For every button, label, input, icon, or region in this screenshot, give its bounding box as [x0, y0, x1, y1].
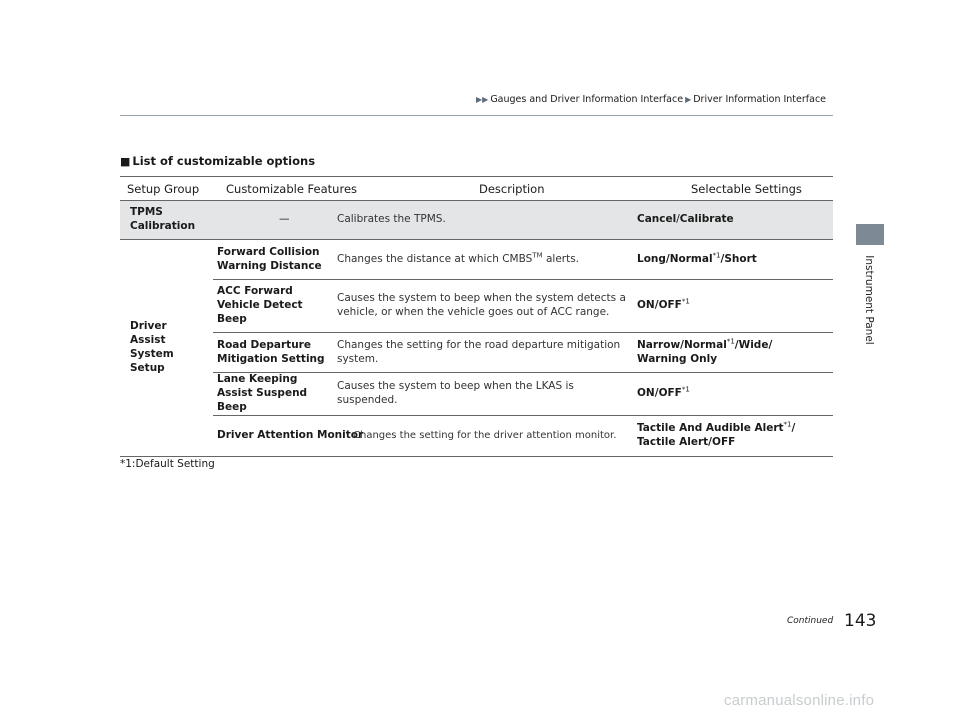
table-row — [120, 280, 833, 333]
header-selectable-settings: Selectable Settings — [631, 177, 833, 201]
section-marker-icon: ■ — [120, 155, 131, 168]
feature-cell: Lane Keeping Assist Suspend Beep — [213, 373, 331, 416]
page-number: 143 — [844, 611, 877, 631]
description-text: alerts. — [542, 252, 580, 265]
setting-option: Short — [724, 252, 757, 265]
table-header-row — [120, 177, 833, 201]
description-cell: Changes the setting for the driver attention monitor. — [331, 415, 631, 456]
setting-option: ON — [637, 386, 655, 399]
header-description: Description — [331, 177, 631, 201]
description-text: Changes the distance at which CMBS — [337, 252, 533, 265]
breadcrumb-link-gauges[interactable]: Gauges and Driver Information Interface — [490, 94, 684, 105]
customizable-options-table — [120, 176, 833, 457]
setting-option: Long — [637, 252, 666, 265]
table-row — [120, 333, 833, 373]
table-row-tpms — [120, 201, 833, 240]
description-cell — [331, 240, 631, 280]
setting-option: ON — [637, 299, 655, 312]
footnote-ref: *1 — [681, 297, 690, 306]
settings-cell: ON/OFF$^{*1}$ — [631, 373, 833, 416]
header-divider — [120, 115, 833, 116]
footnote: *1:Default Setting — [120, 458, 215, 470]
setting-option: Warning Only — [637, 352, 718, 365]
setting-option: Calibrate — [679, 213, 734, 226]
setting-separator: / — [676, 213, 680, 226]
settings-cell: Tactile And Audible Alert$^{*1}$/ Tactile Alert/OFF — [631, 415, 833, 456]
settings-cell — [631, 201, 833, 240]
setting-option: Tactile Alert — [637, 435, 709, 448]
settings-cell: Narrow/Normal$^{*1}$/Wide/ Warning Only — [631, 333, 833, 373]
breadcrumb-link-driver-info[interactable]: Driver Information Interface — [693, 94, 827, 105]
breadcrumb-separator-icon: ▶ — [685, 95, 692, 104]
setting-option: Wide — [738, 338, 769, 351]
description-cell: Causes the system to beep when the LKAS is suspended. — [331, 373, 631, 416]
continued-label: Continued — [787, 616, 834, 626]
feature-dash: — — [279, 213, 290, 226]
table-row — [120, 415, 833, 456]
feature-cell: ACC Forward Vehicle Detect Beep — [213, 280, 331, 333]
group-label: TPMS Calibration — [130, 206, 196, 232]
description-cell: Changes the setting for the road departure mitigation system. — [331, 333, 631, 373]
footnote-ref: *1 — [681, 385, 690, 394]
header-customizable-features: Customizable Features — [213, 177, 331, 201]
header-setup-group: Setup Group — [120, 177, 213, 201]
setting-option: OFF — [658, 386, 682, 399]
setting-option: OFF — [658, 299, 682, 312]
table-row — [120, 373, 833, 416]
feature-cell: Forward Collision Warning Distance — [213, 240, 331, 280]
setting-option: Normal — [684, 338, 727, 351]
feature-cell — [213, 201, 331, 240]
setting-option: OFF — [712, 435, 736, 448]
group-tpms-calibration — [120, 201, 213, 240]
setting-option: Tactile And Audible Alert — [637, 421, 784, 434]
section-title — [120, 154, 315, 168]
section-title-text: List of customizable options — [132, 154, 316, 168]
table-row — [120, 240, 833, 280]
breadcrumb — [476, 94, 826, 105]
setting-option: Cancel — [637, 213, 677, 226]
chapter-label: Instrument Panel — [863, 255, 875, 345]
setting-option: Normal — [669, 252, 713, 265]
description-cell: Causes the system to beep when the system detects a vehicle, or when the vehicle goes out of ACC range. — [331, 280, 631, 333]
settings-cell: ON/OFF$^{*1}$ — [631, 280, 833, 333]
settings-cell: Long/Normal$^{*1}$/Short — [631, 240, 833, 280]
footnote-ref: *1 — [783, 420, 792, 429]
feature-cell: Road Departure Mitigation Setting — [213, 333, 331, 373]
feature-cell: Driver Attention Monitor — [213, 415, 331, 456]
chapter-tab-marker[interactable] — [856, 224, 884, 245]
footnote-ref: *1 — [712, 251, 721, 260]
breadcrumb-arrows-icon: ▶▶ — [476, 95, 489, 104]
description-cell: Calibrates the TPMS. — [331, 201, 631, 240]
watermark: carmanualsonline.info — [724, 692, 875, 709]
group-driver-assist-setup — [120, 240, 213, 457]
footnote-ref: *1 — [726, 337, 735, 346]
group-label: Driver Assist System Setup — [130, 320, 174, 374]
setting-option: Narrow — [637, 338, 681, 351]
trademark-mark: TM — [532, 251, 543, 260]
